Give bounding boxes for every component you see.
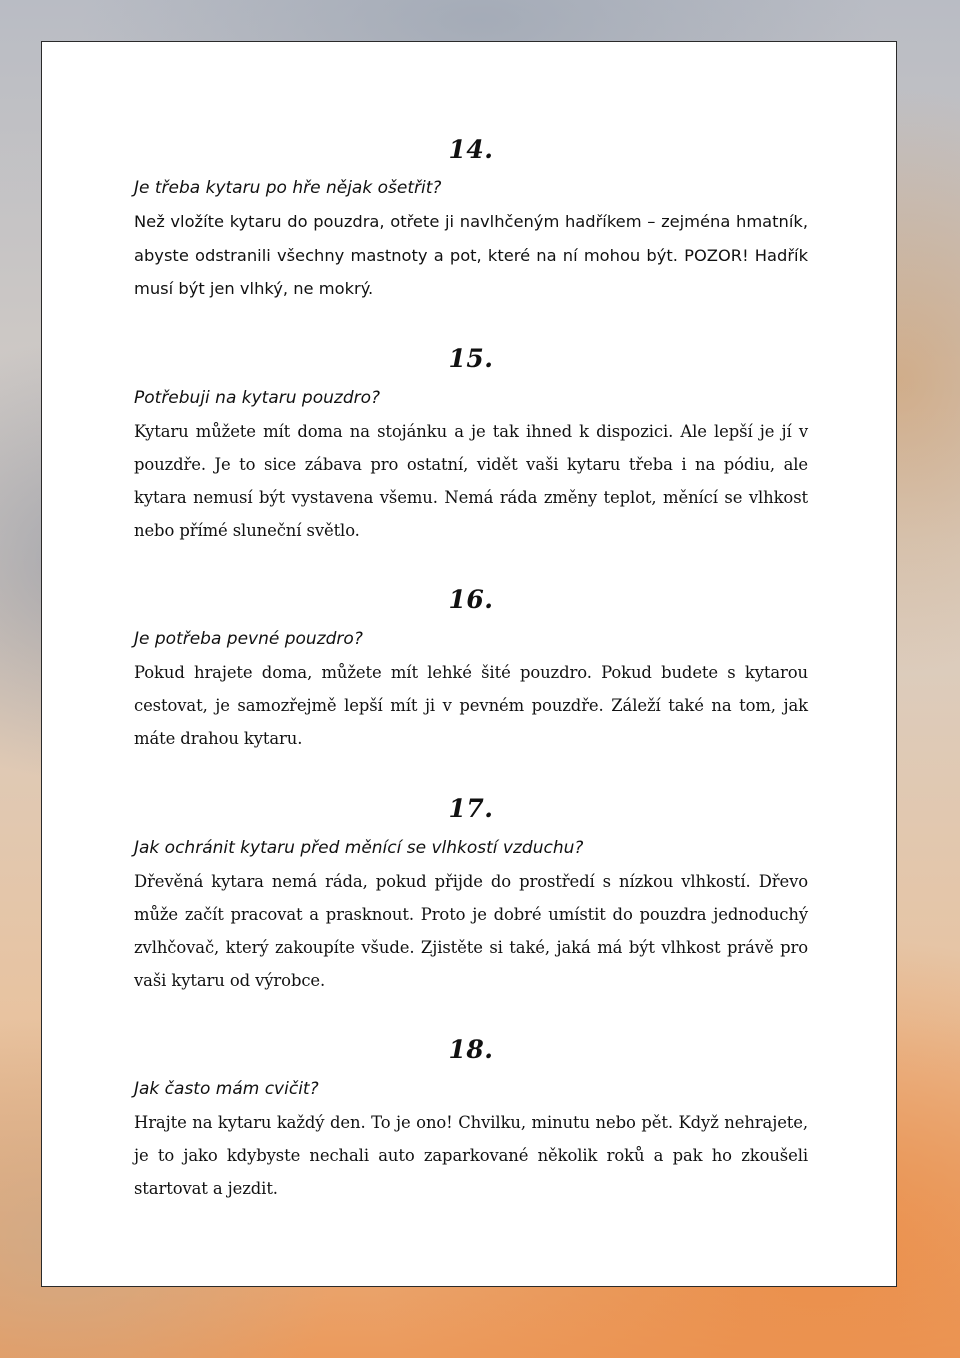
section-answer: Hrajte na kytaru každý den. To je ono! Chvilku, minutu nebo pět. Když nehrajete, je to jako kdybyste nechali auto zaparkované několik roků a pak ho zkoušeli startovat a jezdit. <box>134 1113 808 1198</box>
document-page <box>41 41 897 1287</box>
section-question: Je třeba kytaru po hře nějak ošetřit? <box>134 178 442 198</box>
section-number: 16. <box>448 585 494 614</box>
section-answer: Kytaru můžete mít doma na stojánku a je tak ihned k dispozici. Ale lepší je jí v pouzdře. Je to sice zábava pro ostatní, vidět vaši kytaru třeba i na pódiu, ale kytara nemusí být vystavena všemu. Nemá ráda změny teplot, měnící se vlhkost nebo přímé sluneční světlo. <box>134 422 808 540</box>
section-answer: Než vložíte kytaru do pouzdra, otřete ji navlhčeným hadříkem – zejména hmatník, abyste odstranili všechny mastnoty a pot, které na ní mohou být. POZOR! Hadřík musí být jen vlhký, ne mokrý. <box>134 212 808 298</box>
section-question: Je potřeba pevné pouzdro? <box>134 629 363 649</box>
section-answer: Pokud hrajete doma, můžete mít lehké šité pouzdro. Pokud budete s kytarou cestovat, je samozřejmě lepší mít ji v pevném pouzdře. Záleží také na tom, jak máte drahou kytaru. <box>134 663 808 748</box>
section-answer: Dřevěná kytara nemá ráda, pokud přijde do prostředí s nízkou vlhkostí. Dřevo může začít pracovat a prasknout. Proto je dobré umístit do pouzdra jednoduchý zvlhčovač, který zakoupíte všude. Zjistěte si také, jaká má být vlhkost právě pro vaši kytaru od výrobce. <box>134 872 808 990</box>
section-number: 18. <box>448 1035 494 1064</box>
section-question: Jak ochránit kytaru před měnící se vlhkostí vzduchu? <box>134 838 584 858</box>
section-number: 14. <box>448 135 494 164</box>
section-question: Jak často mám cvičit? <box>134 1079 319 1099</box>
section-question: Potřebuji na kytaru pouzdro? <box>134 388 381 408</box>
section-number: 15. <box>448 344 494 373</box>
section-number: 17. <box>448 794 494 823</box>
